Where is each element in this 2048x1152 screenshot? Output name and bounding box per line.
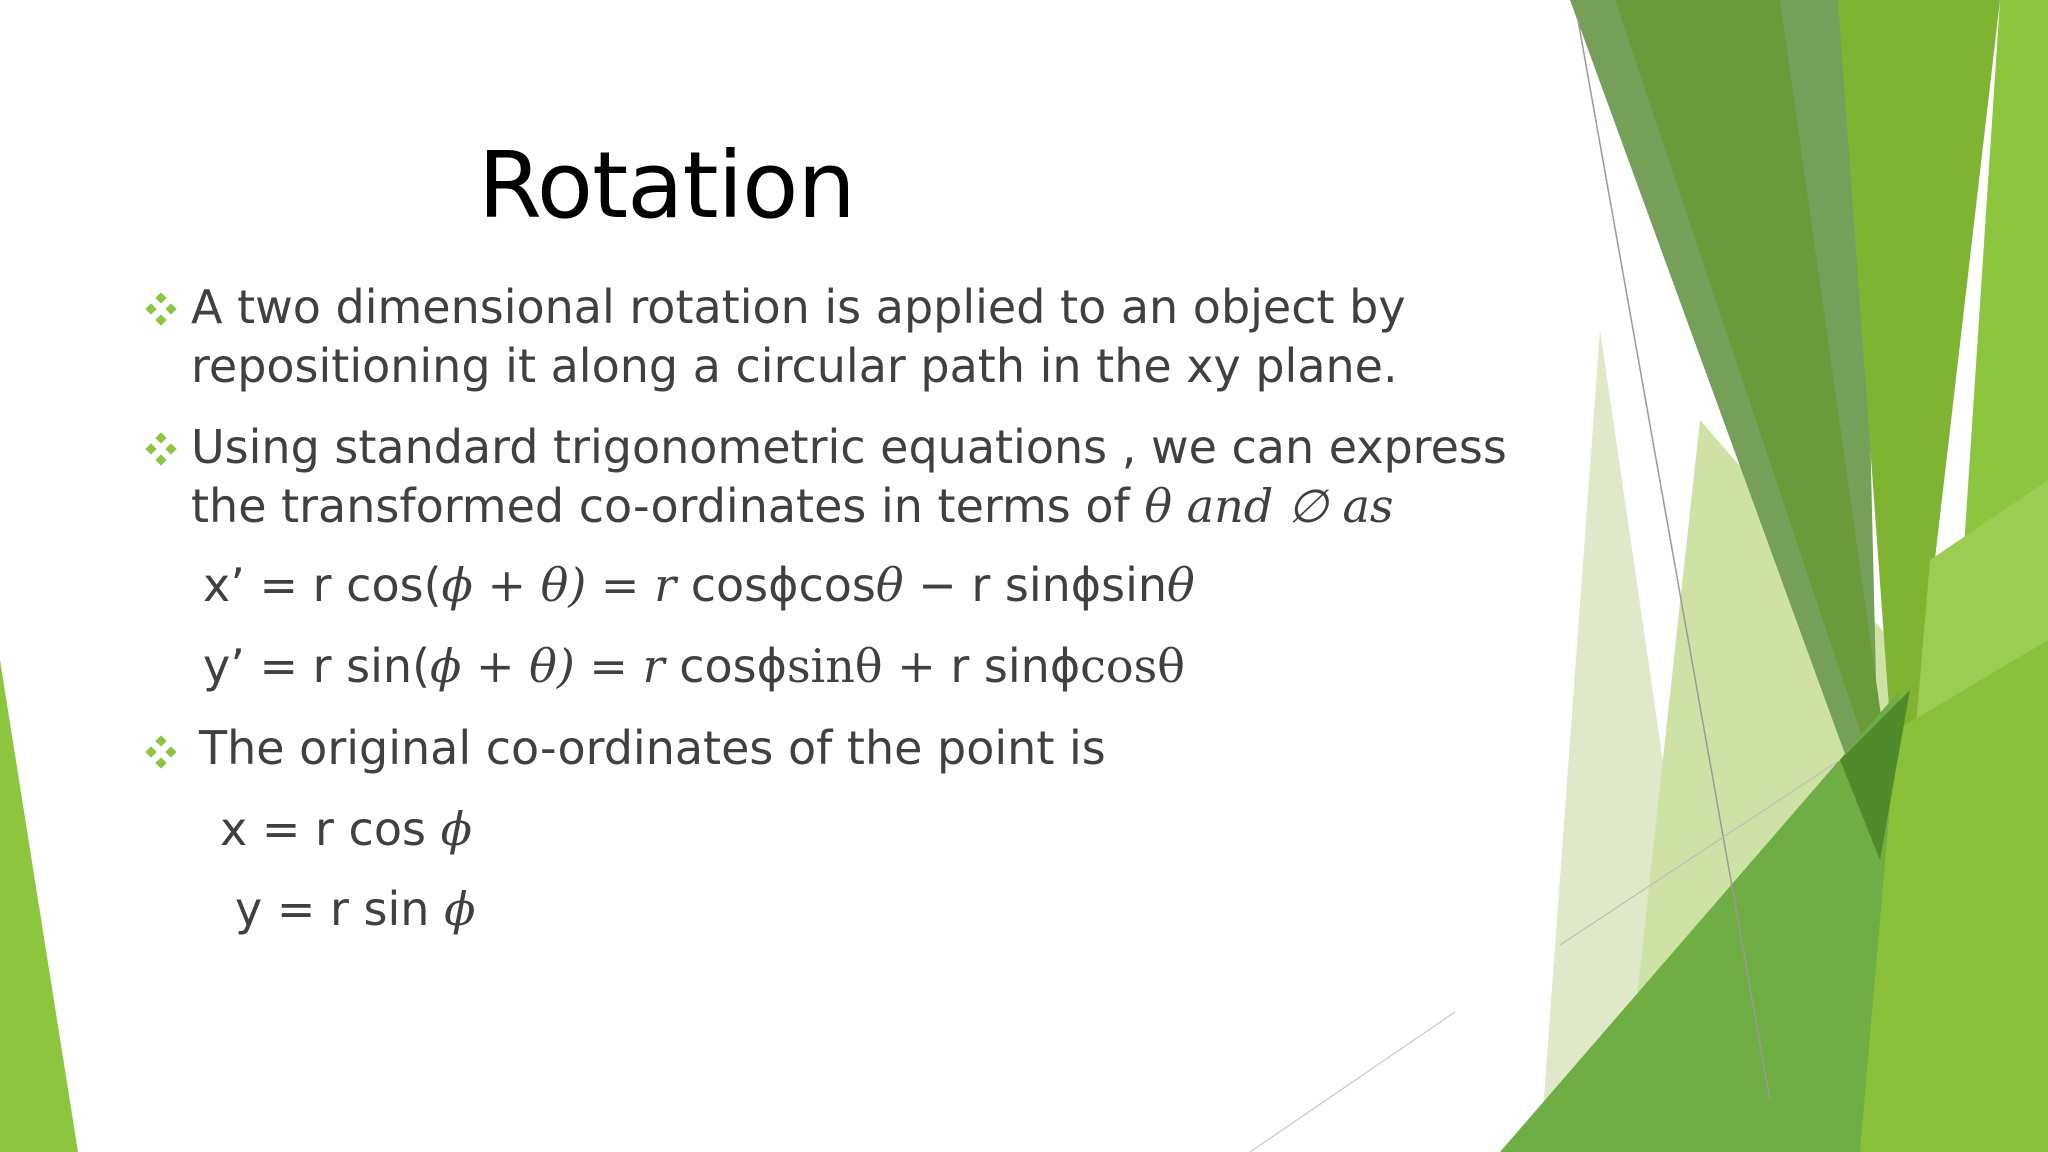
bullet-3-line-1: The original co-ordinates of the point is bbox=[199, 721, 1106, 775]
bullet-text-rotation-definition bbox=[191, 278, 1406, 396]
diamond-quad-bullet-icon bbox=[144, 735, 178, 769]
bullet-text-trig-equations bbox=[191, 418, 1507, 536]
bullet-text-original-coordinates bbox=[199, 719, 1106, 778]
slide-title: Rotation bbox=[478, 132, 855, 239]
equation-y-prime: y’ = r sin(ϕ + θ) = r cosϕsinθ + r sinϕcosθ bbox=[203, 639, 1185, 693]
thin-diagonal-line-3 bbox=[1250, 1012, 1455, 1152]
bullet-2-line-2-math: θ and ∅ as bbox=[1144, 479, 1394, 533]
bullet-2-line-2 bbox=[191, 477, 1507, 536]
bullet-2-line-2-text: the transformed co-ordinates in terms of bbox=[191, 479, 1145, 533]
bullet-1-line-1: A two dimensional rotation is applied to an object by bbox=[191, 280, 1406, 334]
diamond-quad-bullet-icon bbox=[144, 292, 178, 326]
equation-x-prime: x’ = r cos(ϕ + θ) = r cosϕcosθ − r sinϕsinθ bbox=[203, 558, 1195, 612]
left-green-shape bbox=[0, 660, 78, 1152]
equation-y: y = r sin ϕ bbox=[235, 882, 476, 936]
bullet-2-line-1: Using standard trigonometric equations , we can express bbox=[191, 420, 1507, 474]
diamond-quad-bullet-icon bbox=[144, 432, 178, 466]
equation-x: x = r cos ϕ bbox=[220, 802, 472, 856]
bullet-1-line-2: repositioning it along a circular path in the xy plane. bbox=[191, 339, 1398, 393]
